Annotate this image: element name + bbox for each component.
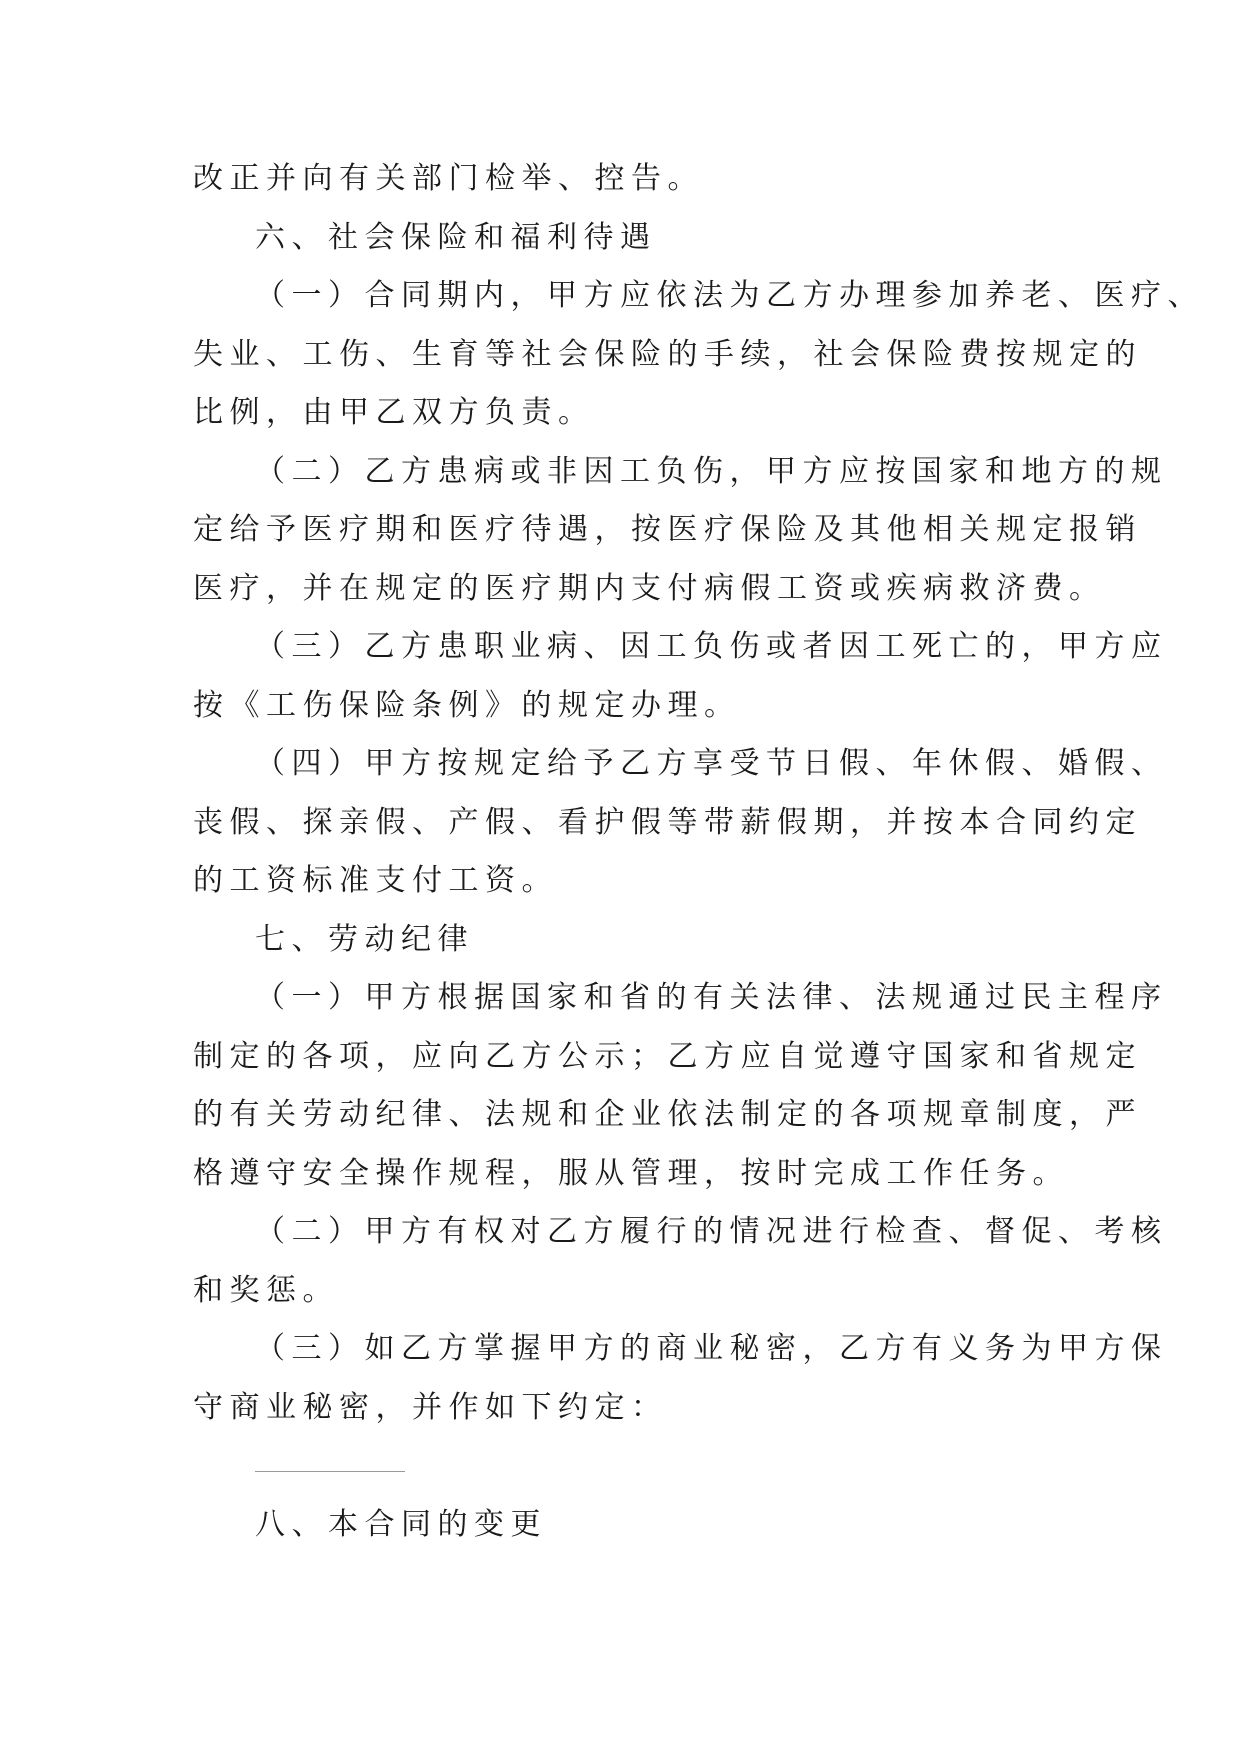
section-seven-heading: 七、劳动纪律 (255, 921, 474, 957)
text-line: 比例，由甲乙双方负责。 (193, 395, 595, 430)
text-line: 医疗，并在规定的医疗期内支付病假工资或疾病救济费。 (193, 570, 1106, 606)
text-line: 按《工伤保险条例》的规定办理。 (193, 687, 741, 723)
text-line: （二）甲方有权对乙方履行的情况进行检查、督促、考核 (255, 1214, 1168, 1249)
text-line: 改正并向有关部门检举、控告。 (193, 161, 704, 196)
text-line: （四）甲方按规定给予乙方享受节日假、年休假、婚假、 (255, 746, 1168, 781)
text-line: （一）合同期内，甲方应依法为乙方办理参加养老、医疗、 (255, 278, 1204, 313)
text-line: 制定的各项，应向乙方公示；乙方应自觉遵守国家和省规定 (193, 1038, 1142, 1074)
text-line: 定给予医疗期和医疗待遇，按医疗保险及其他相关规定报销 (193, 512, 1142, 547)
text-line: 丧假、探亲假、产假、看护假等带薪假期，并按本合同约定 (193, 804, 1142, 840)
document-page (193, 150, 1204, 1555)
section-eight-heading: 八、本合同的变更 (255, 1507, 547, 1542)
text-line: （一）甲方根据国家和省的有关法律、法规通过民主程序 (255, 980, 1168, 1015)
text-line: （三）如乙方掌握甲方的商业秘密，乙方有义务为甲方保 (255, 1331, 1168, 1366)
text-line: （三）乙方患职业病、因工负伤或者因工死亡的，甲方应 (255, 629, 1168, 664)
text-line: （二）乙方患病或非因工负伤，甲方应按国家和地方的规 (255, 453, 1168, 489)
section-six-heading: 六、社会保险和福利待遇 (255, 219, 657, 255)
text-line: 和奖惩。 (193, 1272, 339, 1308)
text-line: 守商业秘密，并作如下约定： (193, 1389, 668, 1425)
text-line: 的有关劳动纪律、法规和企业依法制定的各项规章制度，严 (193, 1097, 1142, 1132)
fill-in-blank-line (255, 1471, 405, 1472)
text-line: 的工资标准支付工资。 (193, 863, 558, 898)
text-line: 格遵守安全操作规程，服从管理，按时完成工作任务。 (193, 1155, 1069, 1191)
text-line: 失业、工伤、生育等社会保险的手续，社会保险费按规定的 (193, 336, 1142, 372)
